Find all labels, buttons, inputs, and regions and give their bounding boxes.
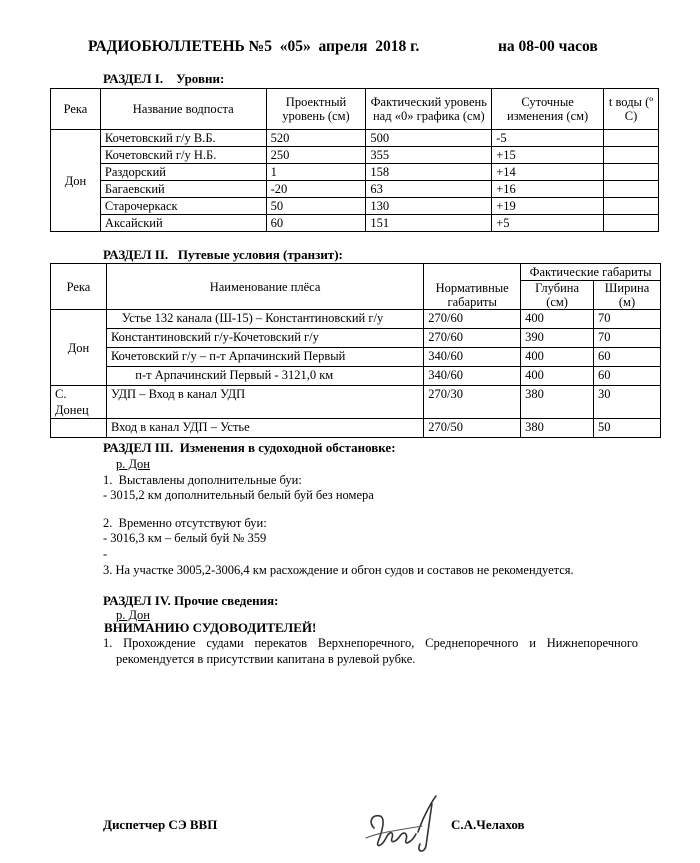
table-row <box>51 164 659 181</box>
levels-daily: +16 <box>492 181 604 198</box>
levels-temp <box>604 198 659 215</box>
levels-design: -20 <box>266 181 366 198</box>
transit-width: 70 <box>594 329 661 348</box>
section-4-river: р. Дон <box>116 608 150 622</box>
transit-norm: 270/60 <box>424 310 521 329</box>
bulletin-title: РАДИОБЮЛЛЕТЕНЬ №5 «05» апреля 2018 г. <box>88 38 420 55</box>
table-row <box>51 147 659 164</box>
section-3-line: - <box>103 547 108 561</box>
levels-design: 520 <box>266 130 366 147</box>
levels-post: Кочетовский г/у В.Б. <box>100 130 266 147</box>
levels-river-cell: Дон <box>51 130 101 232</box>
section-3-line: 2. Временно отсутствуют буи: <box>103 516 267 530</box>
section-4-item-1 <box>103 636 638 651</box>
levels-header-actual: Фактический уровень над «0» графика (см) <box>366 89 492 130</box>
levels-header-river: Река <box>51 89 101 130</box>
section-4-title: РАЗДЕЛ IV. Прочие сведения: <box>103 593 279 608</box>
transit-reach: Вход в канал УДП – Устье <box>106 419 423 438</box>
levels-temp <box>604 164 659 181</box>
transit-header-river: Река <box>51 264 107 310</box>
levels-design: 1 <box>266 164 366 181</box>
levels-actual: 130 <box>366 198 492 215</box>
table-row <box>51 367 661 386</box>
bulletin-time: на 08-00 часов <box>498 38 598 55</box>
transit-river-cell: Дон <box>51 310 107 386</box>
table-row <box>51 310 661 329</box>
levels-temp <box>604 130 659 147</box>
word: Верхнепоречного, <box>317 636 415 650</box>
levels-header-design: Проектный уровень (см) <box>266 89 366 130</box>
transit-header-depth: Глубина (см) <box>521 281 594 310</box>
transit-depth: 400 <box>521 367 594 386</box>
levels-design: 60 <box>266 215 366 232</box>
table-row <box>51 215 659 232</box>
transit-norm: 340/60 <box>424 367 521 386</box>
levels-table <box>50 88 659 232</box>
levels-actual: 151 <box>366 215 492 232</box>
transit-reach: УДП – Вход в канал УДП <box>106 386 423 419</box>
transit-depth: 390 <box>521 329 594 348</box>
transit-reach: п-т Арпачинский Первый - 3121,0 км <box>106 367 423 386</box>
levels-actual: 355 <box>366 147 492 164</box>
levels-header-temp: t воды (º С) <box>604 89 659 130</box>
transit-depth: 400 <box>521 348 594 367</box>
levels-daily: +5 <box>492 215 604 232</box>
levels-design: 250 <box>266 147 366 164</box>
levels-daily: +19 <box>492 198 604 215</box>
transit-norm: 270/50 <box>424 419 521 438</box>
levels-daily: -5 <box>492 130 604 147</box>
word: 1. <box>103 636 113 650</box>
transit-reach: Кочетовский г/у – п-т Арпачинский Первый <box>106 348 423 367</box>
table-row <box>51 181 659 198</box>
levels-header-post: Название водпоста <box>100 89 266 130</box>
levels-post: Старочеркаск <box>100 198 266 215</box>
levels-post: Раздорский <box>100 164 266 181</box>
section-3-title: РАЗДЕЛ III. Изменения в судоходной обстановке: <box>103 440 396 455</box>
section-3-line: 3. На участке 3005,2-3006,4 км расхождение и обгон судов и составов не рекомендуется. <box>103 563 574 577</box>
table-row <box>51 419 661 438</box>
levels-header-daily: Суточные изменения (см) <box>492 89 604 130</box>
levels-post: Аксайский <box>100 215 266 232</box>
dispatcher-role: Диспетчер СЭ ВВП <box>103 817 218 832</box>
word: Прохождение <box>123 636 196 650</box>
warning-heading: ВНИМАНИЮ СУДОВОДИТЕЛЕЙ! <box>104 620 317 635</box>
section-2-title: РАЗДЕЛ II. Путевые условия (транзит): <box>103 247 343 262</box>
transit-header-width: Ширина (м) <box>594 281 661 310</box>
transit-depth: 380 <box>521 386 594 419</box>
transit-norm: 340/60 <box>424 348 521 367</box>
word: Среднепоречного <box>425 636 519 650</box>
levels-post: Багаевский <box>100 181 266 198</box>
transit-reach: Устье 132 канала (Ш-15) – Константиновский г/у <box>106 310 423 329</box>
levels-temp <box>604 147 659 164</box>
section-3-line: - 3016,3 км – белый буй № 359 <box>103 531 267 545</box>
dispatcher-name: С.А.Челахов <box>451 817 525 832</box>
transit-width: 60 <box>594 348 661 367</box>
section-3-river: р. Дон <box>116 457 150 471</box>
word: и <box>529 636 536 650</box>
levels-temp <box>604 181 659 198</box>
transit-norm: 270/60 <box>424 329 521 348</box>
transit-width: 50 <box>594 419 661 438</box>
levels-actual: 63 <box>366 181 492 198</box>
levels-actual: 158 <box>366 164 492 181</box>
levels-daily: +14 <box>492 164 604 181</box>
signature-image <box>360 792 450 858</box>
levels-post: Кочетовский г/у Н.Б. <box>100 147 266 164</box>
transit-width: 70 <box>594 310 661 329</box>
table-row <box>51 130 659 147</box>
levels-actual: 500 <box>366 130 492 147</box>
transit-header-actual-group: Фактические габариты <box>521 264 661 281</box>
word: Нижнепоречного <box>546 636 638 650</box>
table-row <box>51 329 661 348</box>
transit-header-reach: Наименование плёса <box>106 264 423 310</box>
transit-width: 30 <box>594 386 661 419</box>
table-row <box>51 348 661 367</box>
levels-design: 50 <box>266 198 366 215</box>
transit-header-norm: Нормативные габариты <box>424 264 521 310</box>
transit-reach: Константиновский г/у-Кочетовский г/у <box>106 329 423 348</box>
word: перекатов <box>254 636 308 650</box>
table-row <box>51 198 659 215</box>
levels-daily: +15 <box>492 147 604 164</box>
section-4-item-1-cont: рекомендуется в присутствии капитана в рулевой рубке. <box>116 652 416 666</box>
section-1-title: РАЗДЕЛ I. Уровни: <box>103 71 225 86</box>
table-row <box>51 386 661 419</box>
levels-temp <box>604 215 659 232</box>
word: судами <box>206 636 244 650</box>
transit-river-cell: С. Донец <box>51 386 107 419</box>
transit-width: 60 <box>594 367 661 386</box>
transit-table <box>50 263 661 438</box>
transit-depth: 380 <box>521 419 594 438</box>
section-3-line: - 3015,2 км дополнительный белый буй без номера <box>103 488 374 502</box>
section-3-line: 1. Выставлены дополнительные буи: <box>103 473 302 487</box>
transit-depth: 400 <box>521 310 594 329</box>
transit-norm: 270/30 <box>424 386 521 419</box>
